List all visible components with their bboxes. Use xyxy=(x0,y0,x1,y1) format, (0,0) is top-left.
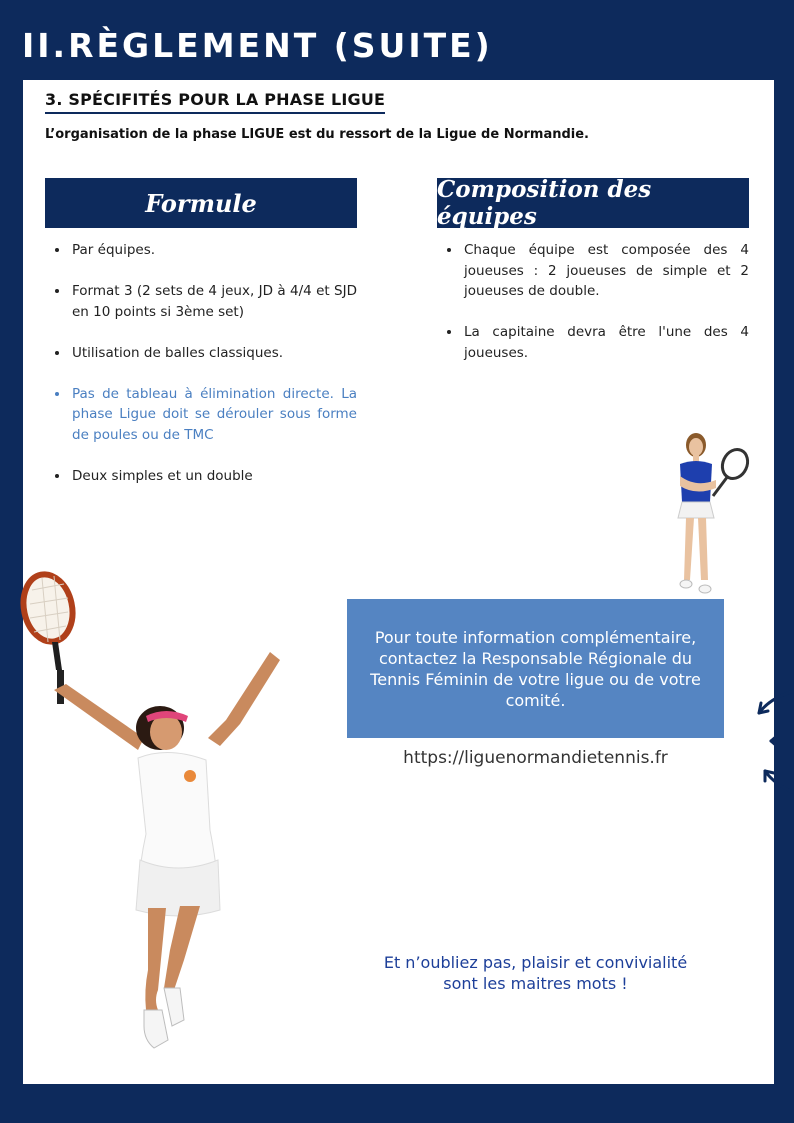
closing-message xyxy=(347,952,724,994)
list-item: • Deux simples et un double xyxy=(70,466,357,487)
arrows-graphic xyxy=(751,685,794,795)
arrow-left-icon xyxy=(759,691,794,713)
list-item: • La capitaine devra être l'une des 4 joueuses. xyxy=(462,322,749,363)
list-item: • Utilisation de balles classiques. xyxy=(70,343,357,364)
list-item: • Chaque équipe est composée des 4 joueuses : 2 joueuses de simple et 2 joueuses de double. xyxy=(462,240,749,302)
tennis-player-photo xyxy=(18,570,290,1052)
list-item: • Par équipes. xyxy=(70,240,357,261)
composition-header: Composition des équipes xyxy=(437,178,749,228)
section-heading: 3. SPÉCIFITÉS POUR LA PHASE LIGUE xyxy=(45,90,385,114)
composition-list xyxy=(437,240,749,384)
tennis-player-photo xyxy=(668,430,753,612)
page-title: II.RÈGLEMENT (SUITE) xyxy=(22,26,493,65)
list-item: • Format 3 (2 sets de 4 jeux, JD à 4/4 et SJD en 10 points si 3ème set) xyxy=(70,281,357,322)
intro-text: L’organisation de la phase LIGUE est du ressort de la Ligue de Normandie. xyxy=(45,127,590,142)
formule-header: Formule xyxy=(45,178,357,228)
tennis-racket-icon xyxy=(18,570,79,704)
closing-line-2: sont les maitres mots ! xyxy=(443,974,628,993)
formule-list xyxy=(45,240,357,507)
list-item: • Pas de tableau à élimination directe. La phase Ligue doit se dérouler sous forme de poules ou de TMC xyxy=(70,384,357,446)
website-link[interactable]: https://liguenormandietennis.fr xyxy=(403,748,668,768)
info-box: Pour toute information complémentaire, contactez la Responsable Régionale du Tennis Féminin de votre ligue ou de votre comité. xyxy=(347,599,724,738)
closing-line-1: Et n’oubliez pas, plaisir et convivialité xyxy=(383,953,688,972)
arrow-left-icon xyxy=(765,771,794,793)
